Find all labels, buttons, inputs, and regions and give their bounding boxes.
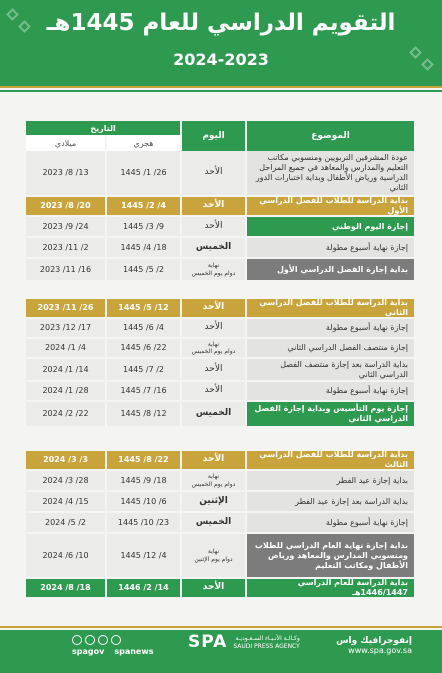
row-gregorian: 2024 /1 /4 — [26, 339, 105, 357]
table-row — [26, 534, 414, 579]
table-row — [26, 151, 414, 197]
row-topic: بداية الدراسة للطلاب للفصل الدراسي الثاني — [247, 299, 414, 317]
infographic-credit — [336, 636, 412, 655]
spa-logo-mark: SPA — [188, 632, 228, 652]
social-links — [72, 635, 154, 656]
row-hijri: 1445 /9 /18 — [105, 471, 180, 490]
row-day: الأحد — [180, 217, 247, 236]
row-gregorian: 2024 /6 /10 — [26, 534, 105, 577]
row-hijri: 1445 /3 /9 — [105, 217, 180, 236]
row-day: الخميس — [180, 402, 247, 426]
row-day-top: نهاية — [207, 548, 220, 555]
row-topic: بداية إجازة الفصل الدراسي الأول — [247, 259, 414, 280]
table-row — [26, 238, 414, 259]
row-topic: بداية إجازة عيد الفطر — [247, 471, 414, 490]
row-gregorian: 2024 /1 /14 — [26, 359, 105, 380]
column-header-date-group — [26, 121, 180, 151]
row-hijri: 1445 /10 /23 — [105, 513, 180, 532]
row-gregorian: 2023 /12 /17 — [26, 319, 105, 337]
row-gregorian: 2023 /11 /16 — [26, 259, 105, 280]
row-day — [180, 339, 247, 357]
row-gregorian: 2024 /2 /22 — [26, 402, 105, 426]
footer — [0, 630, 442, 673]
table-row — [26, 217, 414, 238]
calendar-section-second-term — [26, 299, 414, 428]
row-day: الأحد — [180, 451, 247, 469]
table-row — [26, 451, 414, 471]
row-topic: إجازة نهاية أسبوع مطولة — [247, 238, 414, 257]
row-day-bottom: دوام يوم الخميس — [191, 269, 236, 277]
row-hijri: 1445 /1 /26 — [105, 151, 180, 195]
social-handle-spagov[interactable]: spagov — [72, 647, 105, 656]
social-handle-spanews[interactable]: spanews — [114, 647, 154, 656]
row-hijri: 1446 /2 /14 — [105, 579, 180, 597]
table-row — [26, 513, 414, 534]
row-topic: إجازة منتصف الفصل الدراسي الثاني — [247, 339, 414, 357]
table-header — [26, 121, 414, 151]
row-hijri: 1445 /6 /22 — [105, 339, 180, 357]
row-day-top: نهاية — [207, 340, 220, 348]
row-gregorian: 2023 /8 /20 — [26, 197, 105, 215]
row-gregorian: 2023 /11 /26 — [26, 299, 105, 317]
table-row — [26, 197, 414, 217]
row-day: الأحد — [180, 197, 247, 215]
website-link[interactable]: www.spa.gov.sa — [348, 646, 412, 655]
row-hijri: 1445 /4 /18 — [105, 238, 180, 257]
row-day — [180, 534, 247, 577]
row-hijri: 1445 /10 /6 — [105, 492, 180, 511]
table-row — [26, 471, 414, 492]
row-gregorian: 2024 /8 /18 — [26, 579, 105, 597]
table-row — [26, 319, 414, 339]
academic-years: 2024-2023 — [173, 50, 269, 69]
twitter-icon[interactable] — [72, 635, 82, 645]
row-topic: إجازة نهاية أسبوع مطولة — [247, 319, 414, 337]
row-gregorian: 2023 /9 /24 — [26, 217, 105, 236]
row-hijri: 1445 /2 /4 — [105, 197, 180, 215]
row-day-bottom: دوام يوم الخميس — [191, 348, 236, 355]
table-row — [26, 259, 414, 282]
row-hijri: 1445 /5 /12 — [105, 299, 180, 317]
snapchat-icon[interactable] — [111, 635, 121, 645]
table-row — [26, 382, 414, 402]
row-topic: بداية إجازة نهاية العام الدراسي للطلاب ومنسوبي المدارس والمعاهد ورياض الأطفال ومكاتب التعليم — [247, 534, 414, 577]
row-topic: بداية الدراسة للطلاب للفصل الدراسي الأول — [247, 197, 414, 215]
row-topic: عودة المشرفين التربويين ومنسوبي مكاتب التعليم والمدارس والمعاهد في جميع المراحل الدراسية ورياض الأطفال وبداية اختبارات الدور الثاني — [247, 151, 414, 195]
row-day: الخميس — [180, 513, 247, 532]
page-title: التقويم الدراسي للعام 1445هـ — [46, 10, 396, 36]
row-gregorian: 2024 /5 /2 — [26, 513, 105, 532]
column-header-topic: الموضوع — [247, 121, 414, 151]
row-gregorian: 2023 /11 /2 — [26, 238, 105, 257]
agency-name-en: SAUDI PRESS AGENCY — [233, 642, 300, 650]
row-hijri: 1445 /6 /4 — [105, 319, 180, 337]
row-hijri: 1445 /7 /16 — [105, 382, 180, 400]
row-day — [180, 259, 247, 280]
row-gregorian: 2024 /3 /3 — [26, 451, 105, 469]
row-hijri: 1445 /7 /2 — [105, 359, 180, 380]
header-banner — [0, 0, 442, 86]
table-row — [26, 339, 414, 359]
calendar-section-first-term — [26, 121, 414, 282]
row-day-top: نهاية — [207, 262, 220, 269]
column-header-day: اليوم — [180, 121, 247, 151]
instagram-icon[interactable] — [98, 635, 108, 645]
table-row — [26, 492, 414, 513]
row-gregorian: 2024 /1 /28 — [26, 382, 105, 400]
table-row — [26, 299, 414, 319]
youtube-icon[interactable] — [85, 635, 95, 645]
calendar-section-third-term — [26, 451, 414, 599]
row-hijri: 1445 /5 /2 — [105, 259, 180, 280]
row-day: الأحد — [180, 359, 247, 380]
row-day: الأحد — [180, 319, 247, 337]
row-topic: إجازة نهاية أسبوع مطولة — [247, 513, 414, 532]
row-hijri: 1445 /8 /12 — [105, 402, 180, 426]
spa-logo — [188, 634, 300, 651]
row-day-bottom: دوام يوم الإثنين — [194, 555, 233, 563]
row-day-bottom: دوام يوم الخميس — [191, 480, 236, 488]
column-header-gregorian: ميلادي — [26, 135, 105, 151]
row-gregorian: 2024 /4 /15 — [26, 492, 105, 511]
infographic-label: إنفوجرافيك واس — [336, 636, 412, 646]
row-day: الخميس — [180, 238, 247, 257]
row-hijri: 1445 /8 /22 — [105, 451, 180, 469]
row-day — [180, 471, 247, 490]
row-day: الأحد — [180, 382, 247, 400]
row-topic: إجازة يوم التأسيس وبداية إجازة الفصل الدراسي الثاني — [247, 402, 414, 426]
row-topic: بداية الدراسة بعد إجازة منتصف الفصل الدراسي الثاني — [247, 359, 414, 380]
row-topic: إجازة نهاية أسبوع مطولة — [247, 382, 414, 400]
agency-name-ar: وكـالـة الأنـبـاء السـعـوديـة — [235, 635, 300, 643]
column-header-date: التاريخ — [26, 121, 180, 135]
row-gregorian: 2024 /3 /28 — [26, 471, 105, 490]
column-header-hijri: هجري — [105, 135, 180, 151]
row-day: الأحد — [180, 151, 247, 195]
row-gregorian: 2023 /8 /13 — [26, 151, 105, 195]
table-row — [26, 579, 414, 599]
row-day: الأحد — [180, 579, 247, 597]
table-row — [26, 359, 414, 382]
row-day-top: نهاية — [207, 473, 220, 480]
row-topic: بداية الدراسة للطلاب للفصل الدراسي الثالث — [247, 451, 414, 469]
row-day: الأحد — [180, 299, 247, 317]
row-day: الإثنين — [180, 492, 247, 511]
table-row — [26, 402, 414, 428]
row-topic: بداية الدراسة بعد إجازة عيد الفطر — [247, 492, 414, 511]
header-divider — [0, 86, 442, 92]
row-topic: إجازة اليوم الوطني — [247, 217, 414, 236]
row-hijri: 1445 /12 /4 — [105, 534, 180, 577]
row-topic: بداية الدراسة للعام الدراسي 1446/1447هـ — [247, 579, 414, 597]
